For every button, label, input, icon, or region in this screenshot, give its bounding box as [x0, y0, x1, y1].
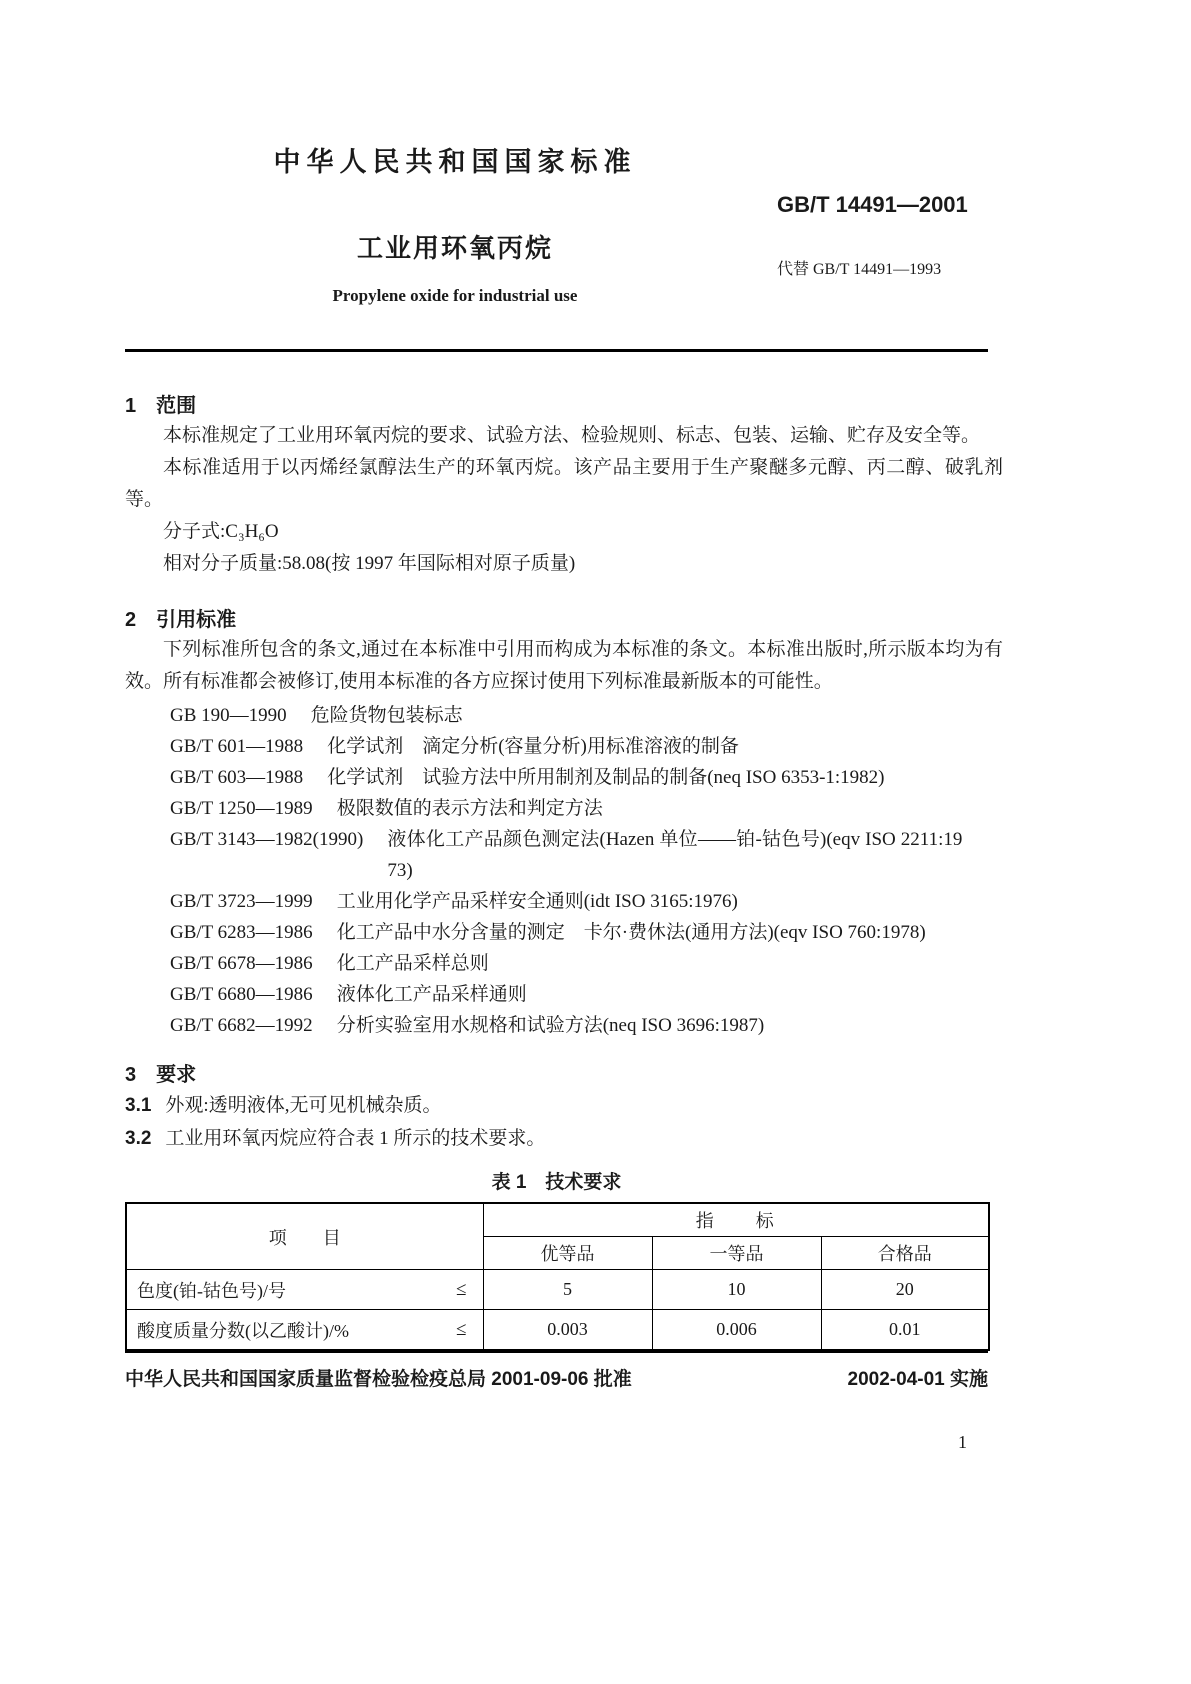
clause-text: 外观:透明液体,无可见机械杂质。: [165, 1095, 442, 1116]
reference-item: [125, 700, 1003, 731]
grade-header-first: 一等品: [652, 1237, 821, 1270]
value-cell: 20: [821, 1270, 989, 1310]
reference-code: GB/T 3143—1982(1990): [170, 829, 364, 850]
item-cell-acidity: [126, 1310, 483, 1351]
reference-title: 化工产品采样总则: [336, 953, 489, 974]
value-cell: 0.006: [652, 1310, 821, 1351]
table-header-row-index: [126, 1203, 989, 1237]
page-number: 1: [958, 1432, 967, 1452]
reference-item: [125, 762, 1003, 793]
table-row-chroma: [126, 1270, 989, 1310]
reference-code: GB/T 603—1988: [170, 767, 304, 788]
table1-caption: 表 1 技术要求: [491, 1172, 622, 1193]
reference-code: GB/T 6283—1986: [170, 922, 313, 943]
page-content: [125, 0, 1003, 1351]
value-cell: 5: [483, 1270, 652, 1310]
reference-title: 液体化工产品颜色测定法(Hazen 单位——铂-钴色号)(eqv ISO 2211:1973): [387, 829, 963, 881]
clause-number: 3.2: [125, 1128, 152, 1149]
grade-header-qualified: 合格品: [821, 1237, 989, 1270]
molecular-formula: 分子式:C₃H₆O: [163, 521, 279, 542]
clause-3-1: [125, 1089, 1003, 1122]
reference-code: GB/T 6678—1986: [170, 953, 313, 974]
clause-3-2: [125, 1122, 1003, 1155]
reference-title: 极限数值的表示方法和判定方法: [336, 798, 603, 819]
less-equal-symbol: ≤: [456, 1278, 467, 1300]
implementation-note: 2002-04-01 实施: [847, 1369, 988, 1390]
section-1-heading: 1 范围: [125, 395, 197, 417]
document-header: [125, 140, 1003, 352]
reference-code: GB/T 6680—1986: [170, 984, 313, 1005]
reference-title: 化学试剂 试验方法中所用制剂及制品的制备(neq ISO 6353-1:1982): [327, 767, 885, 788]
value-cell: 10: [652, 1270, 821, 1310]
reference-code: GB/T 3723—1999: [170, 891, 313, 912]
header-divider: [125, 349, 988, 352]
reference-code: GB/T 6682—1992: [170, 1015, 313, 1036]
references-intro: 下列标准所包含的条文,通过在本标准中引用而构成为本标准的条文。本标准出版时,所示版本均为有效。所有标准都会被修订,使用本标准的各方应探讨使用下列标准最新版本的可能性。: [125, 639, 1003, 692]
item-name: 色度(铂-钴色号)/号: [137, 1280, 286, 1301]
value-cell: 0.003: [483, 1310, 652, 1351]
reference-item: [125, 948, 1003, 979]
reference-item: [125, 793, 1003, 824]
standard-number: GB/T 14491—2001: [777, 192, 968, 217]
relative-molecular-mass: 相对分子质量:58.08(按 1997 年国际相对原子质量): [163, 553, 576, 574]
reference-item: [125, 917, 1003, 948]
reference-code: GB/T 1250—1989: [170, 798, 313, 819]
clause-number: 3.1: [125, 1095, 152, 1116]
reference-item: [125, 731, 1003, 762]
reference-title: 化学试剂 滴定分析(容量分析)用标准溶液的制备: [327, 736, 739, 757]
english-title: Propylene oxide for industrial use: [332, 286, 578, 305]
reference-code: GB 190—1990: [170, 705, 287, 726]
approval-note: 中华人民共和国国家质量监督检验检疫总局 2001-09-06 批准: [125, 1369, 632, 1390]
reference-item: [125, 886, 1003, 917]
section-2-heading: 2 引用标准: [125, 609, 237, 631]
value-cell: 0.01: [821, 1310, 989, 1351]
table-header-index: 指 标: [483, 1203, 989, 1237]
reference-code: GB/T 601—1988: [170, 736, 304, 757]
reference-title: 工业用化学产品采样安全通则(idt ISO 3165:1976): [336, 891, 738, 912]
table1-technical-requirements: [125, 1202, 990, 1351]
national-standard-title: 中华人民共和国国家标准: [273, 147, 637, 177]
reference-title: 液体化工产品采样通则: [336, 984, 527, 1005]
reference-item: [125, 824, 1003, 886]
item-cell-chroma: [126, 1270, 483, 1310]
reference-list: [125, 700, 1003, 1041]
document-title: 工业用环氧丙烷: [356, 233, 553, 263]
reference-title: 危险货物包装标志: [310, 705, 463, 726]
reference-item: [125, 1010, 1003, 1041]
less-equal-symbol: ≤: [456, 1318, 467, 1340]
replaces-note: 代替 GB/T 14491—1993: [777, 261, 942, 278]
grade-header-premium: 优等品: [483, 1237, 652, 1270]
reference-title: 化工产品中水分含量的测定 卡尔·费休法(通用方法)(eqv ISO 760:1978): [336, 922, 926, 943]
reference-title: 分析实验室用水规格和试验方法(neq ISO 3696:1987): [336, 1015, 765, 1036]
clause-text: 工业用环氧丙烷应符合表 1 所示的技术要求。: [165, 1128, 546, 1149]
section-3-heading: 3 要求: [125, 1064, 197, 1086]
table-header-item: 项 目: [126, 1203, 483, 1270]
item-name: 酸度质量分数(以乙酸计)/%: [137, 1320, 349, 1341]
scope-paragraph-1: 本标准规定了工业用环氧丙烷的要求、试验方法、检验规则、标志、包装、运输、贮存及安全等。: [163, 425, 981, 446]
footer: [125, 1364, 988, 1391]
reference-item: [125, 979, 1003, 1010]
scope-paragraph-2: 本标准适用于以丙烯经氯醇法生产的环氧丙烷。该产品主要用于生产聚醚多元醇、丙二醇、破乳剂等。: [125, 457, 1003, 510]
footer-divider: [125, 1349, 988, 1353]
table-row-acidity: [126, 1310, 989, 1351]
